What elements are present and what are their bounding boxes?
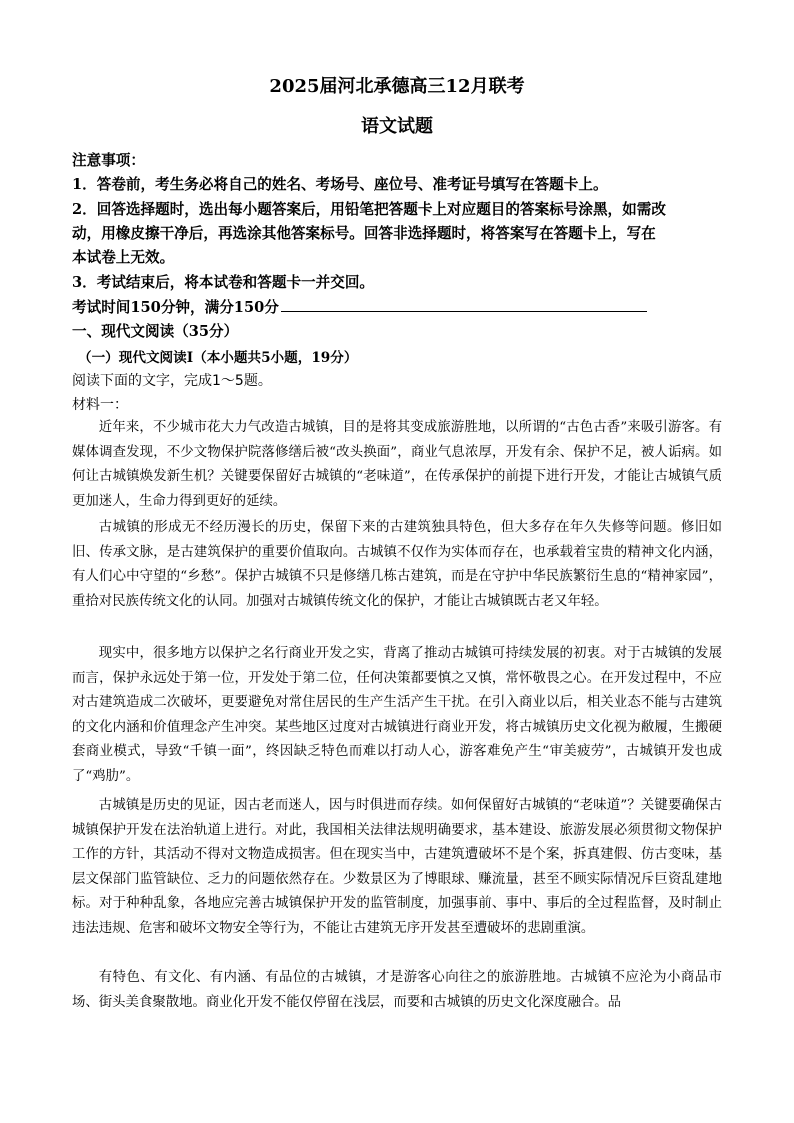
exam-time: 考试时间150分钟，满分150分 xyxy=(72,299,279,316)
subject-title: 语文试题 xyxy=(361,116,433,137)
notice-item-2-line-2: 动，用橡皮擦干净后，再选涂其他答案标号。回答非选择题时，将答案写在答题卡上，写在 xyxy=(72,225,656,242)
exam-time-underline xyxy=(281,296,647,312)
exam-title: 2025届河北承德高三12月联考 xyxy=(269,76,525,97)
notice-heading: 注意事项： xyxy=(72,152,145,169)
paragraph-5: 有特色、有文化、有内涵、有品位的古城镇，才是游客心向往之的旅游胜地。古城镇不应沦为小商品市场、街头美食聚散地。商业化开发不能仅停留在浅层，而要和古城镇的历史文化深度融合。品 xyxy=(72,970,722,1010)
notice-item-2-line-3: 本试卷上无效。 xyxy=(72,249,175,266)
section-heading: 一、现代文阅读（35分） xyxy=(72,323,239,340)
material-label: 材料一： xyxy=(72,397,128,413)
paragraph-3: 现实中，很多地方以保护之名行商业开发之实，背离了推动古城镇可持续发展的初衷。对于古城镇的发展而言，保护永远处于第一位，开发处于第二位，任何决策都要慎之又慎，常怀敬畏之心。在开发过程中，不应对古建筑造成二次破坏，更要避免对常住居民的生产生活产生干扰。在引入商业以后，相关业态不能与古建筑的文化内涵和价值理念产生冲突。某些地区过度对古城镇进行商业开发，将古城镇历史文化视为敝履，生搬硬套商业模式，导致“千镇一面”，终因缺乏特色而难以打动人心，游客难免产生“审美疲劳”，古城镇开发也成了“鸡肋”。 xyxy=(72,646,722,784)
section-subheading: （一）现代文阅读Ⅰ（本小题共5小题，19分） xyxy=(78,350,358,366)
paragraph-4: 古城镇是历史的见证，因古老而迷人，因与时俱进而存续。如何保留好古城镇的“老味道”？关键要确保古城镇保护开发在法治轨道上进行。对此，我国相关法律法规明确要求，基本建设、旅游发展必须贯彻文物保护工作的方针，其活动不得对文物造成损害。但在现实当中，古建筑遭破坏不是个案，拆真建假、仿古变味，基层文保部门监管缺位、乏力的问题依然存在。少数景区为了博眼球、赚流量，甚至不顾实际情况斥巨资乱建地标。对于种种乱象，各地应完善古城镇保护开发的监管制度，加强事前、事中、事后的全过程监督，及时制止违法违规、危害和破坏文物安全等行为，不能让古建筑无序开发甚至遭破坏的悲剧重演。 xyxy=(72,798,722,936)
exam-time-row xyxy=(72,296,647,317)
notice-item-3: 3．考试结束后，将本试卷和答题卡一并交回。 xyxy=(72,274,375,291)
paragraph-2: 古城镇的形成无不经历漫长的历史，保留下来的古建筑独具特色，但大多存在年久失修等问题。修旧如旧、传承文脉，是古建筑保护的重要价值取向。古城镇不仅作为实体而存在，也承载着宝贵的精神文化内涵，有人们心中守望的“乡愁”。保护古城镇不只是修缮几栋古建筑，而是在守护中华民族繁衍生息的“精神家园”，重拾对民族传统文化的认同。加强对古城镇传统文化的保护，才能让古城镇既古老又年轻。 xyxy=(72,520,722,609)
notice-item-1: 1．答卷前，考生务必将自己的姓名、考场号、座位号、准考证号填写在答题卡上。 xyxy=(72,176,608,193)
paragraph-1: 近年来，不少城市花大力气改造古城镇，目的是将其变成旅游胜地，以所谓的“古色古香”来吸引游客。有媒体调查发现，不少文物保护院落修缮后被“改头换面”，商业气息浓厚，开发有余、保护不足，被人诟病。如何让古城镇焕发新生机？关键要保留好古城镇的“老味道”，在传承保护的前提下进行开发，才能让古城镇气质更加迷人，生命力得到更好的延续。 xyxy=(72,420,722,509)
reading-instruction: 阅读下面的文字，完成1～5题。 xyxy=(72,373,272,389)
notice-item-2-line-1: 2．回答选择题时，选出每小题答案后，用铅笔把答题卡上对应题目的答案标号涂黑，如需改 xyxy=(72,201,666,218)
